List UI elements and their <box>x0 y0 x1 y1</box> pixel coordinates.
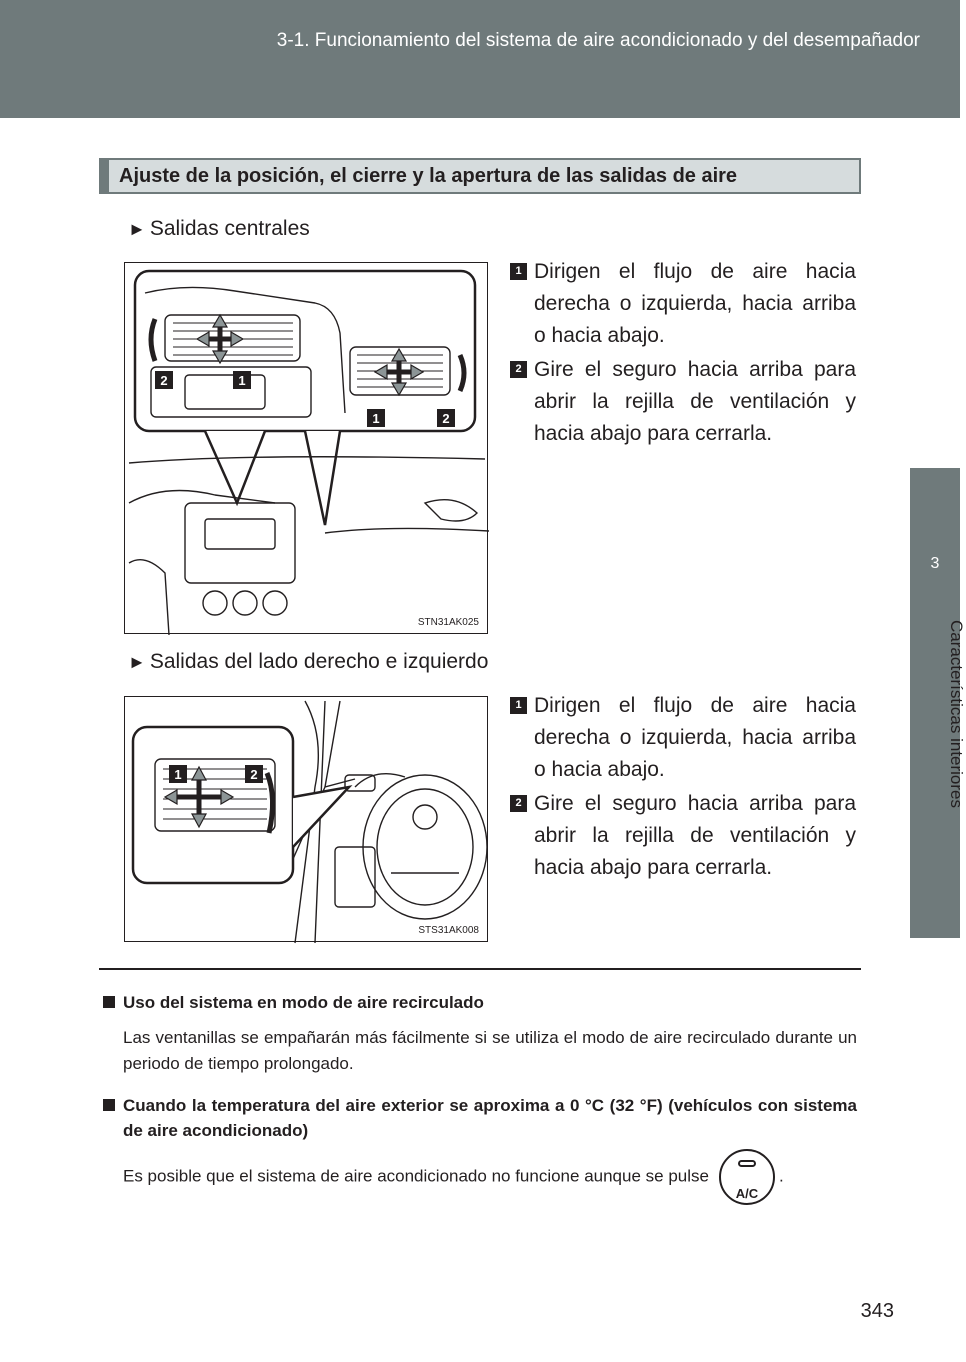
svg-text:2: 2 <box>160 373 168 388</box>
note-body-end: . <box>778 1166 784 1186</box>
note-body: Las ventanillas se empañarán más fácilmente si se utiliza el modo de aire recirculado durante un periodo de tiempo prolongado. <box>123 1028 857 1073</box>
side-tab-label: Características interiores <box>947 620 966 809</box>
central-vents-heading <box>128 217 310 241</box>
ac-button-slot <box>738 1160 756 1167</box>
list-item <box>510 256 856 352</box>
svg-text:1: 1 <box>372 411 380 426</box>
side-vents-list <box>510 690 856 884</box>
section-title: Ajuste de la posición, el cierre y la apertura de las salidas de aire <box>119 165 738 187</box>
list-item-text: Gire el seguro hacia arriba para abrir la rejilla de ventilación y hacia abajo para cerrarla. <box>534 792 856 879</box>
list-item-text: Gire el seguro hacia arriba para abrir la rejilla de ventilación y hacia abajo para cerrarla. <box>534 358 856 445</box>
chapter-title: 3-1. Funcionamiento del sistema de aire acondicionado y del desempañador <box>276 30 920 51</box>
svg-text:2: 2 <box>442 411 450 426</box>
number-badge: 1 <box>510 697 527 714</box>
note-heading-text: Cuando la temperatura del aire exterior se aproxima a 0 °C (32 °F) (vehículos con sistema de aire acondicionado) <box>123 1096 857 1140</box>
side-vents-heading <box>128 650 488 674</box>
number-badge: 2 <box>510 361 527 378</box>
number-badge: 1 <box>510 263 527 280</box>
list-item-text: Dirigen el flujo de aire hacia derecha o izquierda, hacia arriba o hacia abajo. <box>534 694 856 781</box>
note-temperature <box>100 1093 857 1205</box>
central-vents-list <box>510 256 856 450</box>
square-bullet-icon <box>103 996 115 1008</box>
figure-code: STN31AK025 <box>417 617 479 628</box>
central-vents-illustration <box>125 263 489 635</box>
note-body <box>100 1149 857 1205</box>
ac-button-icon <box>719 1149 775 1205</box>
number-badge: 2 <box>510 795 527 812</box>
triangle-right-icon: ► <box>128 652 146 672</box>
triangle-right-icon: ► <box>128 219 146 239</box>
page-number: 343 <box>860 1300 894 1322</box>
note-body-text: Es posible que el sistema de aire acondicionado no funcione aunque se pulse <box>123 1166 709 1186</box>
square-bullet-icon <box>103 1099 115 1111</box>
side-vents-heading-text: Salidas del lado derecho e izquierdo <box>149 650 489 673</box>
side-vents-figure <box>124 696 488 942</box>
list-item-text: Dirigen el flujo de aire hacia derecha o izquierda, hacia arriba o hacia abajo. <box>534 260 856 347</box>
list-item <box>510 788 856 884</box>
note-recirculated <box>100 990 857 1077</box>
divider <box>99 968 861 970</box>
note-heading <box>100 1093 857 1143</box>
note-heading <box>100 990 857 1015</box>
svg-text:1: 1 <box>174 767 182 782</box>
section-title-accent <box>101 160 109 192</box>
svg-text:2: 2 <box>250 767 258 782</box>
ac-button-label: A/C <box>735 1186 759 1201</box>
svg-text:1: 1 <box>238 373 246 388</box>
section-title-box <box>99 158 861 194</box>
list-item <box>510 354 856 450</box>
note-heading-text: Uso del sistema en modo de aire recirculado <box>123 993 484 1012</box>
side-vents-illustration <box>125 697 489 943</box>
header-bar <box>0 0 960 118</box>
central-vents-heading-text: Salidas centrales <box>149 217 310 240</box>
side-tab-number: 3 <box>930 555 940 572</box>
list-item <box>510 690 856 786</box>
central-vents-figure <box>124 262 488 634</box>
figure-code: STS31AK008 <box>418 925 479 936</box>
